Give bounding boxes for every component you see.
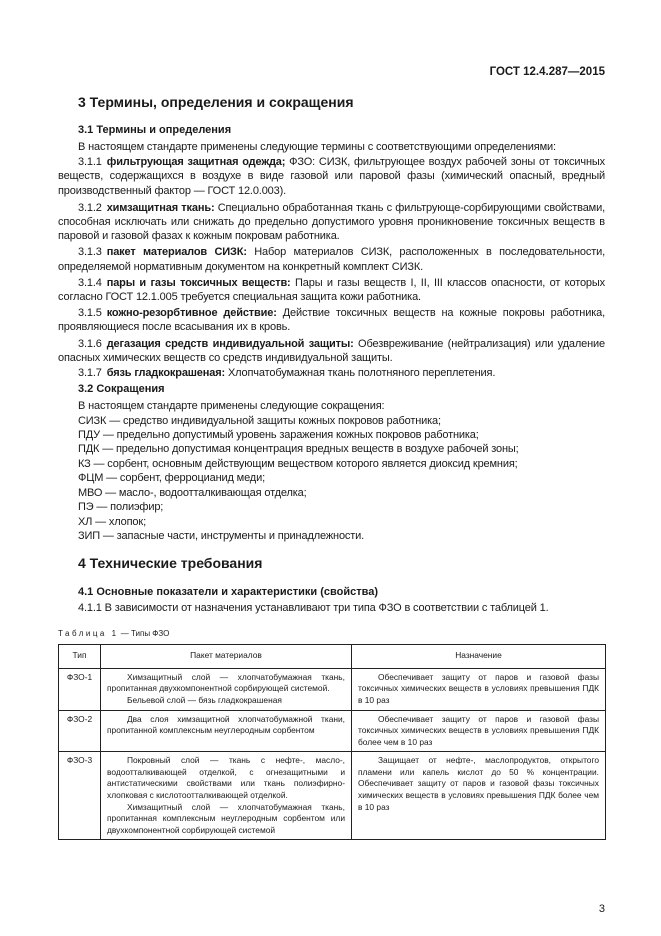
abbreviation-item: ЗИП — запасные части, инструменты и принадлежности. bbox=[78, 529, 365, 542]
term-name: химзащитная ткань: bbox=[106, 201, 215, 214]
term-definition: Действие токсичных веществ на кожные покровы работника, проявляющиеся после всасывания их в кровь. bbox=[58, 307, 605, 334]
table-row bbox=[59, 710, 606, 752]
abbreviation-item: МВО — масло-, водоотталкивающая отделка; bbox=[78, 486, 307, 499]
term-name: дегазация средств индивидуальной защиты: bbox=[106, 337, 354, 350]
table-caption-text: — Типы ФЗО bbox=[118, 628, 170, 638]
table-row bbox=[59, 668, 606, 710]
term-definition: Пары и газы веществ I, II, III классов опасности, от которых согласно ГОСТ 12.1.005 требуется специальная защита кожи работника. bbox=[58, 276, 605, 304]
abbreviation-item: ПЭ — полиэфир; bbox=[78, 501, 164, 514]
materials-text: Химзащитный слой — хлопчатобумажная ткань, пропитанная комплексным неуглеродным сорбентом или двухкомпонентной сорбирующей системой bbox=[107, 801, 345, 835]
term-3-1-5 bbox=[58, 306, 605, 334]
section-4-title: 4 Технические требования bbox=[78, 555, 263, 572]
materials-cell bbox=[101, 752, 352, 840]
materials-cell bbox=[101, 668, 352, 710]
section-3-1-title: 3.1 Термины и определения bbox=[78, 124, 232, 136]
purpose-cell bbox=[352, 710, 606, 752]
table-caption bbox=[58, 628, 605, 639]
term-definition: ФЗО: СИЗК, фильтрующее воздух рабочей зоны от токсичных веществ, содержащихся в воздухе в виде газовой или паровой фазы (химический опасный, вредный производственный фактор — ГОСТ 12.0.003). bbox=[58, 156, 606, 197]
term-definition: Специально обработанная ткань с фильтрующе-сорбирующими свойствами, способная исключать или снижать до предельно допустимого уровня проникновение токсичных веществ в паровой и газовой фазах к кожным покровам работника. bbox=[58, 201, 605, 243]
term-name: фильтрующая защитная одежда; bbox=[106, 156, 286, 169]
term-definition: Набор материалов СИЗК, расположенных в последовательности, определяемой нормативным документом на конкретный комплект СИЗК. bbox=[58, 246, 605, 273]
term-number: 3.1.7 bbox=[78, 367, 102, 380]
materials-text: Бельевой слой — бязь гладкокрашеная bbox=[127, 694, 282, 705]
table-row bbox=[59, 752, 606, 840]
paragraph-4-1-1: 4.1.1 В зависимости от назначения устанавливают три типа ФЗО в соответствии с таблицей 1. bbox=[78, 602, 549, 615]
term-number: 3.1.1 bbox=[78, 156, 102, 169]
term-3-1-7 bbox=[58, 366, 605, 380]
section-3-2-title: 3.2 Сокращения bbox=[78, 383, 165, 396]
abbreviation-item: ФЦМ — сорбент, ферроцианид меди; bbox=[78, 472, 265, 485]
abbreviation-item: СИЗК — средство индивидуальной защиты кожных покровов работника; bbox=[78, 414, 441, 427]
abbreviation-item: ПДК — предельно допустимая концентрация вредных веществ в воздухе рабочей зоны; bbox=[78, 443, 519, 456]
term-name: пакет материалов СИЗК: bbox=[106, 246, 247, 259]
table-header-row bbox=[59, 644, 606, 668]
section-3-title: 3 Термины, определения и сокращения bbox=[78, 94, 354, 110]
materials-cell bbox=[101, 710, 352, 752]
term-3-1-6 bbox=[58, 337, 605, 365]
term-name: бязь гладкокрашеная: bbox=[106, 367, 226, 380]
term-3-1-4 bbox=[58, 276, 605, 304]
term-name: кожно-резорбтивное действие: bbox=[106, 307, 277, 320]
fzo-types-table bbox=[58, 644, 606, 841]
term-number: 3.1.3 bbox=[78, 246, 102, 259]
term-name: пары и газы токсичных веществ: bbox=[106, 276, 291, 289]
purpose-cell bbox=[352, 668, 606, 710]
term-definition: Хлопчатобумажная ткань полотняного переплетения. bbox=[227, 367, 496, 380]
term-number: 3.1.2 bbox=[78, 201, 102, 214]
purpose-text: Обеспечивает защиту от паров и газовой фазы токсичных химических веществ в условиях превышения ПДК более чем в 10 раз bbox=[358, 713, 599, 747]
term-number: 3.1.5 bbox=[78, 307, 102, 320]
section-3-2-intro: В настоящем стандарте применены следующие сокращения: bbox=[78, 400, 385, 413]
table-caption-label: Таблица 1 bbox=[58, 628, 119, 638]
type-cell: ФЗО-1 bbox=[59, 668, 101, 710]
materials-text: Химзащитный слой — хлопчатобумажная ткань, пропитанная двухкомпонентной сорбирующей системой. bbox=[107, 671, 345, 694]
type-cell: ФЗО-3 bbox=[59, 752, 101, 840]
section-4-1-title: 4.1 Основные показатели и характеристики (свойства) bbox=[78, 586, 378, 599]
abbreviation-item: ХЛ — хлопок; bbox=[78, 515, 146, 528]
column-header-materials: Пакет материалов bbox=[101, 644, 352, 668]
purpose-text: Защищает от нефте-, маслопродуктов, открытого пламени или капель кислот до 50 % концентрации. Обеспечивает защиту от паров и газовой фазы токсичных химических веществ в условиях превышения ПДК более чем в 10 раз bbox=[358, 755, 599, 812]
term-definition: Обезвреживание (нейтрализация) или удаление опасных химических веществ со средств индивидуальной защиты. bbox=[58, 337, 605, 364]
materials-text: Два слоя химзащитной хлопчатобумажной ткани, пропитанной комплексным неуглеродным сорбентом bbox=[107, 713, 345, 736]
term-3-1-3 bbox=[58, 245, 605, 273]
materials-text: Покровный слой — ткань с нефте-, масло-, водоотталкивающей отделкой, с огнезащитными и антистатическими свойствами или ткань полиэфирно-хлопковая с кислотоотталкивающей отделкой. bbox=[107, 755, 345, 801]
term-3-1-2 bbox=[58, 201, 605, 244]
term-number: 3.1.4 bbox=[78, 276, 102, 289]
abbreviation-item: КЗ — сорбент, основным действующим веществом которого является диоксид кремния; bbox=[78, 457, 518, 470]
page-number: 3 bbox=[598, 903, 605, 916]
abbreviation-item: ПДУ — предельно допустимый уровень заражения кожных покровов работника; bbox=[78, 429, 479, 442]
document-header: ГОСТ 12.4.287—2015 bbox=[489, 66, 605, 78]
term-3-1-1 bbox=[58, 155, 605, 198]
purpose-text: Обеспечивает защиту от паров и газовой фазы токсичных химических веществ в условиях превышения ПДК в 10 раз bbox=[358, 671, 599, 705]
column-header-purpose: Назначение bbox=[352, 644, 606, 668]
type-cell: ФЗО-2 bbox=[59, 710, 101, 752]
term-number: 3.1.6 bbox=[78, 337, 102, 350]
purpose-cell bbox=[352, 752, 606, 840]
column-header-type: Тип bbox=[59, 644, 101, 668]
section-3-1-intro: В настоящем стандарте применены следующие термины с соответствующими определениями: bbox=[78, 141, 556, 153]
